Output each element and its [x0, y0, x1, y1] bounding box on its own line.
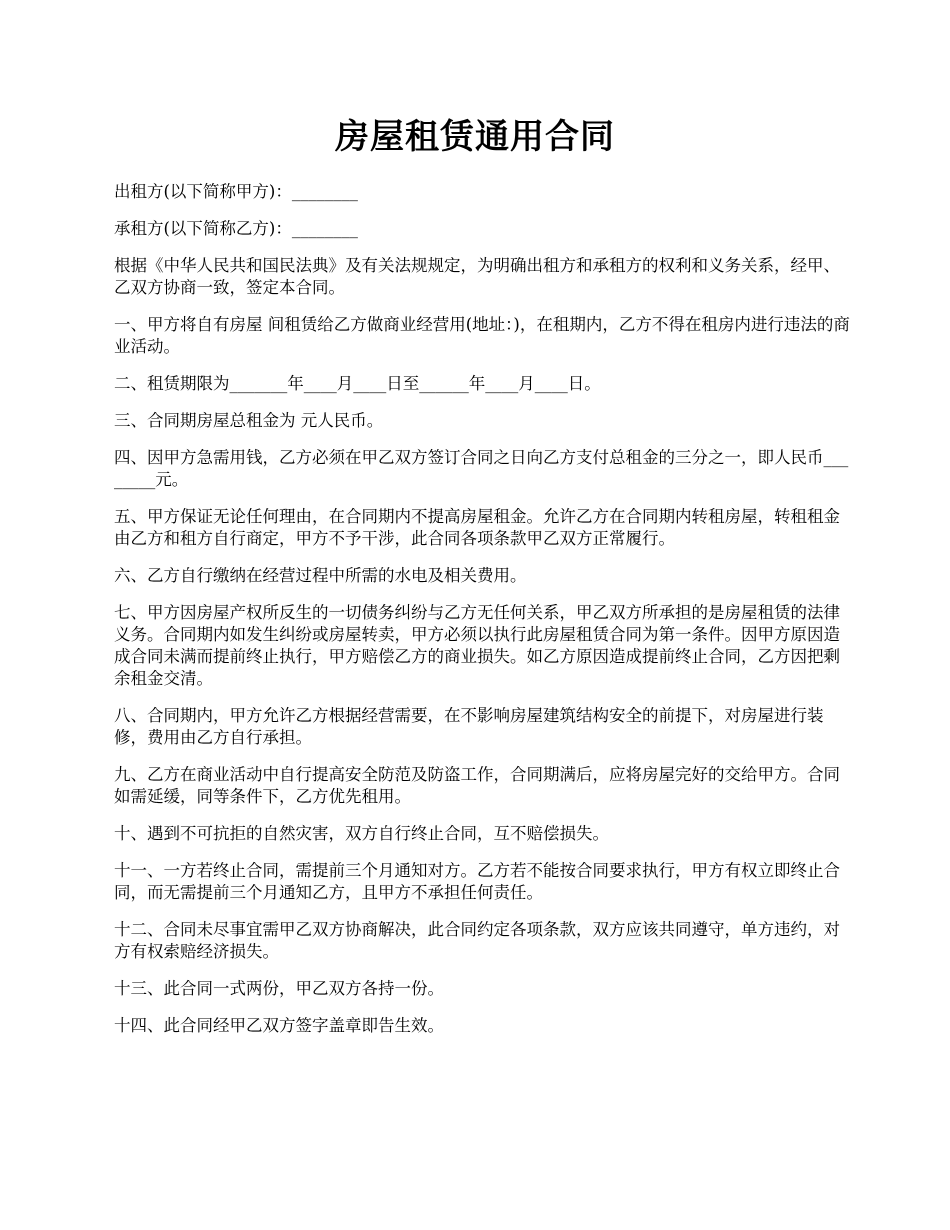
clause-9: 九、乙方在商业活动中自行提高安全防范及防盗工作，合同期满后，应将房屋完好的交给甲方。合同如需延缓，同等条件下，乙方优先租用。: [114, 765, 840, 806]
clause-4: 四、因甲方急需用钱，乙方必须在甲乙双方签订合同之日向乙方支付总租金的三分之一，即人民币________元。: [114, 448, 849, 489]
clause-14: 十四、此合同经甲乙双方签字盖章即告生效。: [114, 1016, 444, 1035]
party-a-line: 出租方(以下简称甲方)：________: [114, 182, 358, 201]
document-title: 房屋租赁通用合同: [335, 117, 615, 157]
clause-2: 二、租赁期限为_______年____月____日至______年____月____日。: [114, 374, 601, 393]
clause-6: 六、乙方自行缴纳在经营过程中所需的水电及相关费用。: [114, 566, 527, 585]
clause-3: 三、合同期房屋总租金为 元人民币。: [114, 411, 384, 430]
clause-13: 十三、此合同一式两份，甲乙双方各持一份。: [114, 979, 444, 998]
party-b-line: 承租方(以下简称乙方)：________: [114, 219, 358, 238]
document-body: [114, 181, 854, 1052]
clause-12: 十二、合同未尽事宜需甲乙双方协商解决，此合同约定各项条款，双方应该共同遵守，单方违约，对方有权索赔经济损失。: [114, 920, 840, 961]
clause-8: 八、合同期内，甲方允许乙方根据经营需要，在不影响房屋建筑结构安全的前提下，对房屋进行装修，费用由乙方自行承担。: [114, 706, 824, 747]
clause-1: 一、甲方将自有房屋 间租赁给乙方做商业经营用(地址：)，在租期内，乙方不得在租房内进行违法的商业活动。: [114, 315, 850, 356]
clause-5: 五、甲方保证无论任何理由，在合同期内不提高房屋租金。允许乙方在合同期内转租房屋，转租租金由乙方和租方自行商定，甲方不予干涉，此合同各项条款甲乙双方正常履行。: [114, 507, 840, 548]
clause-11: 十一、一方若终止合同，需提前三个月通知对方。乙方若不能按合同要求执行，甲方有权立即终止合同，而无需提前三个月通知乙方，且甲方不承担任何责任。: [114, 861, 840, 902]
clause-7: 七、甲方因房屋产权所反生的一切债务纠纷与乙方无任何关系，甲乙双方所承担的是房屋租赁的法律义务。合同期内如发生纠纷或房屋转卖，甲方必须以执行此房屋租赁合同为第一条件。因甲方原因造成合同未满而提前终止执行，甲方赔偿乙方的商业损失。如乙方原因造成提前终止合同，乙方因把剩余租金交清。: [114, 603, 840, 688]
preamble-paragraph: 根据《中华人民共和国民法典》及有关法规规定，为明确出租方和承租方的权利和义务关系，经甲、乙双方协商一致，签定本合同。: [114, 256, 840, 297]
clause-10: 十、遇到不可抗拒的自然灾害，双方自行终止合同，互不赔偿损失。: [114, 824, 609, 843]
